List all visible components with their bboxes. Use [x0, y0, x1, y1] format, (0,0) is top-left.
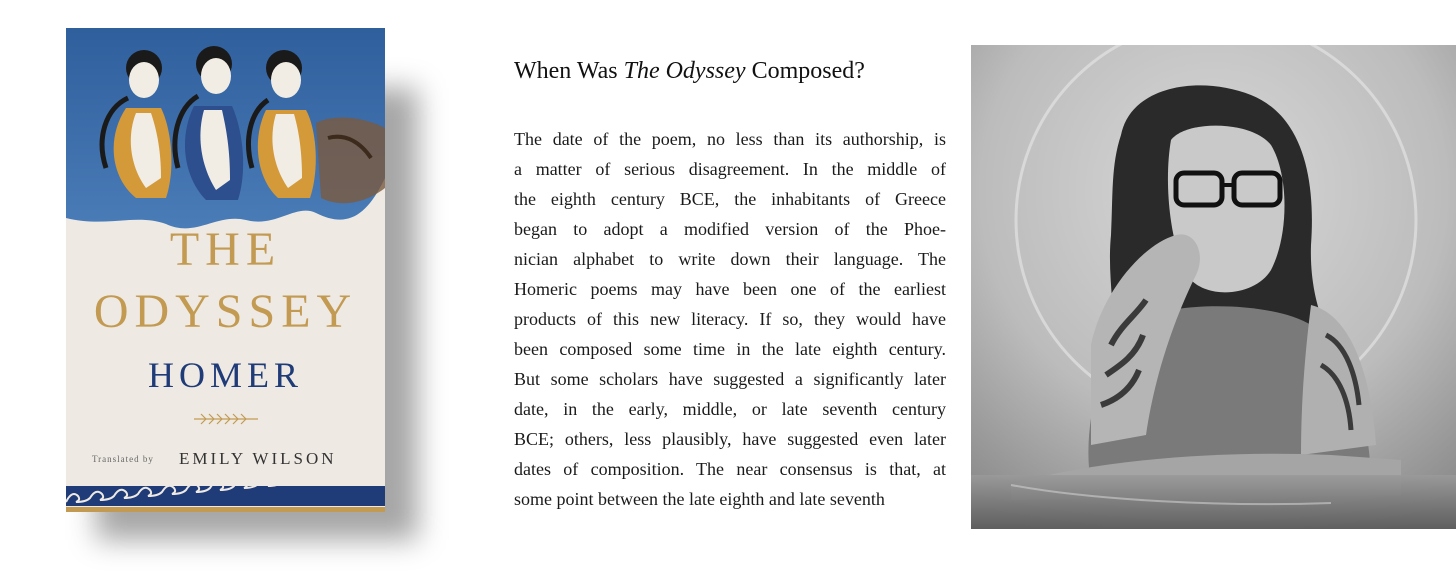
text-line: dates of composition. The near consensus is that, at: [514, 459, 946, 479]
text-line: BCE; others, less plausibly, have suggested even later: [514, 429, 946, 449]
body-paragraph: [514, 124, 946, 514]
section-heading: [514, 58, 865, 85]
text-line: some point between the late eighth and late seventh: [514, 489, 885, 509]
text-line: products of this new literacy. If so, they would have: [514, 309, 946, 329]
text-line: date, in the early, middle, or late seventh century: [514, 399, 946, 419]
cover-title-line2: ODYSSEY: [93, 285, 358, 338]
text-line: been composed some time in the late eighth century.: [514, 339, 946, 359]
cover-author: HOMER: [147, 355, 303, 395]
text-line: The date of the poem, no less than its authorship, is: [514, 129, 946, 149]
olive-sprig-icon: [192, 408, 260, 428]
heading-pre: When Was: [514, 58, 624, 84]
text-line: But some scholars have suggested a significantly later: [514, 369, 946, 389]
translated-by-label: Translated by: [92, 454, 154, 464]
text-line: the eighth century BCE, the inhabitants of Greece: [514, 189, 946, 209]
fresco-illustration: [66, 28, 385, 248]
translator-portrait-photo: [971, 45, 1456, 529]
cover-title-line1: THE: [169, 223, 282, 276]
text-line: began to adopt a modified version of the Phoe-: [514, 219, 946, 239]
translator-name: EMILY WILSON: [179, 449, 337, 468]
greek-wave-border: [66, 486, 385, 512]
text-line: a matter of serious disagreement. In the middle of: [514, 159, 946, 179]
heading-italic-title: The Odyssey: [623, 58, 746, 84]
heading-post: Composed?: [745, 58, 865, 84]
text-line: nician alphabet to write down their language. The: [514, 249, 946, 269]
text-line: Homeric poems may have been one of the earliest: [514, 279, 946, 299]
book-cover: [66, 28, 385, 512]
